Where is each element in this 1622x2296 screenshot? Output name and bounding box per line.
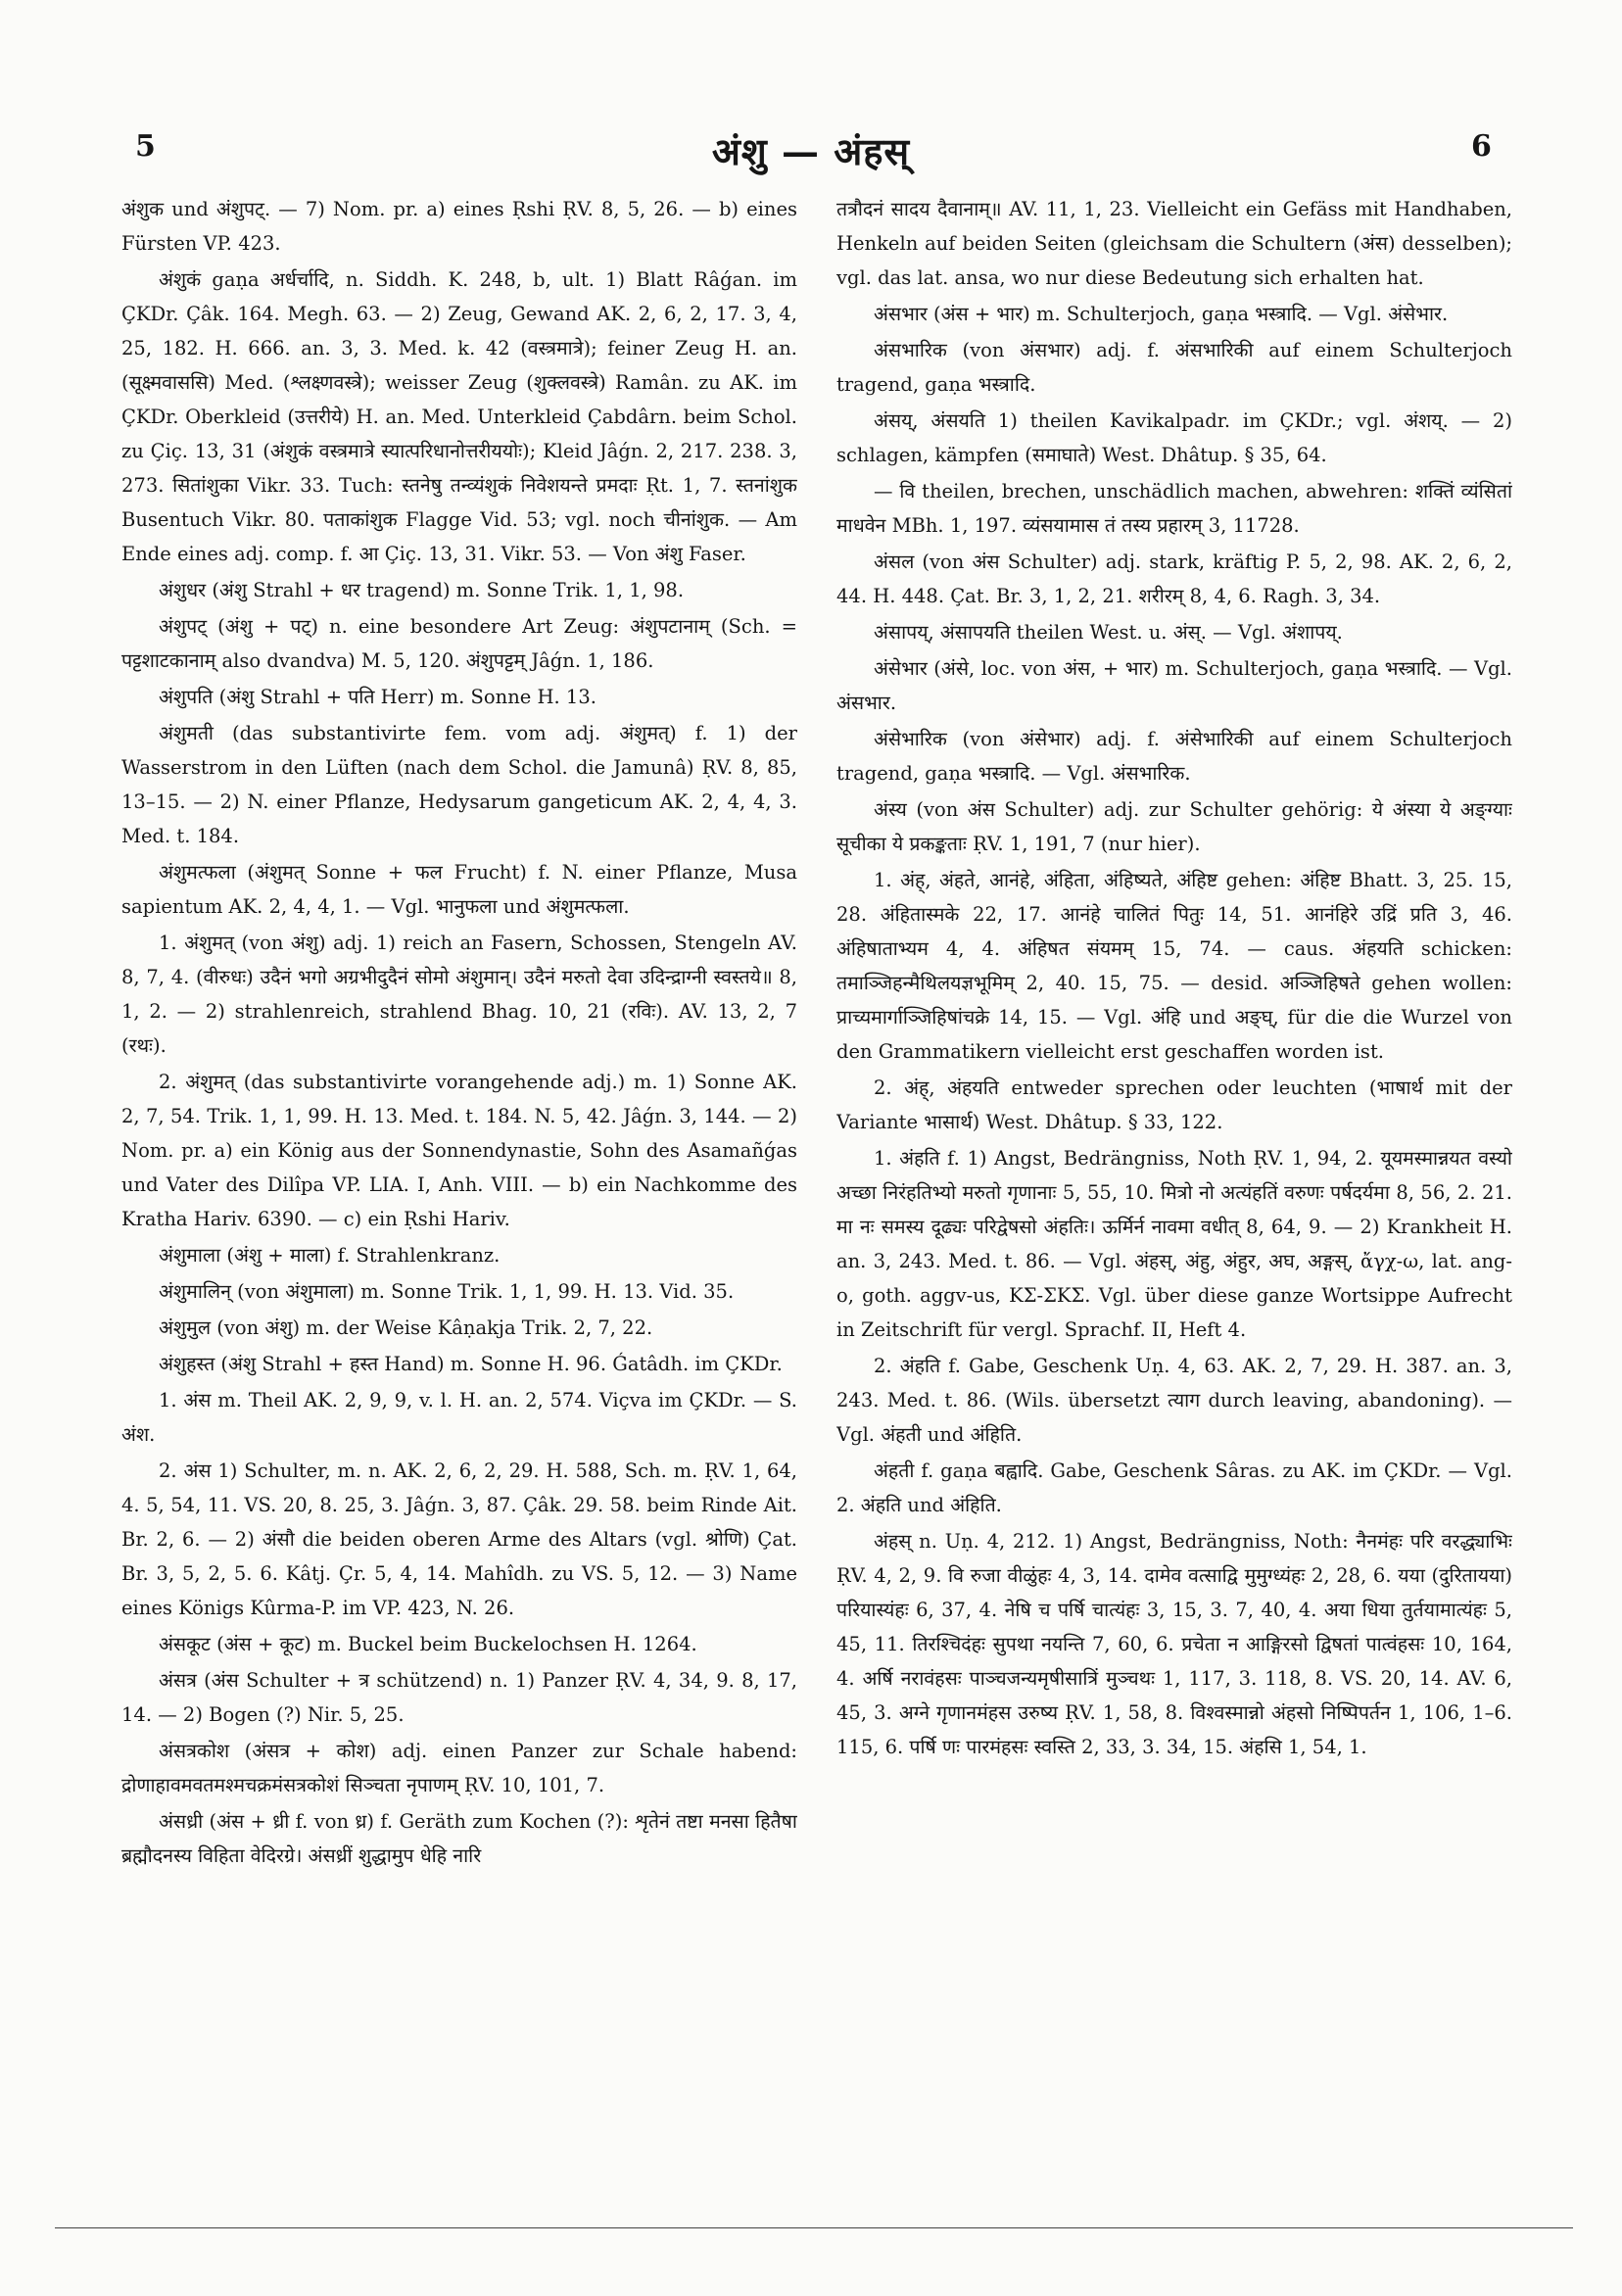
dictionary-entry: अंशुमत्फला (अंशुमत् Sonne + फल Frucht) f. N. einer Pflanze, Musa sapientum AK. 2, 4, 4, 1. — Vgl. भानुफला und अंशुमत्फला. xyxy=(121,861,797,918)
dictionary-entry: अंशुपट् (अंशु + पट्) n. eine besondere Art Zeug: अंशुपटानाम् (Sch. = पट्टशाटकानाम् also dvandva) M. 5, 120. अंशुपट्टम् Jâǵn. 1, 186. xyxy=(121,615,797,672)
left-column xyxy=(121,192,797,1877)
dictionary-entry: अंसकूट (अंस + कूट) m. Buckel beim Buckelochsen H. 1264. xyxy=(159,1633,697,1655)
dictionary-entry: अंसध्री (अंस + ध्री f. von ध्र) f. Geräth zum Kochen (?): शृतेनं तष्टा मनसा हितैषा ब्रह्मौदनस्य विहिता वेदिरग्रे। अंसध्रीं शुद्धामुप धेहि नारि xyxy=(121,1810,797,1867)
dictionary-entry: 2. अंस 1) Schulter, m. n. AK. 2, 6, 2, 29. H. 588, Sch. m. ṚV. 1, 64, 4. 5, 54, 11. VS. 20, 8. 25, 3. Jâǵn. 3, 87. Çâk. 29. 58. beim Rinde Ait. Br. 2, 6. — 2) अंसौ die beiden oberen Arme des Altars (vgl. श्रोणि) Çat. Br. 3, 5, 2, 5. 6. Kâtj. Çr. 5, 4, 14. Mahîdh. zu VS. 5, 12. — 3) Name eines Königs Kûrma-P. im VP. 423, N. 26. xyxy=(121,1459,797,1619)
dictionary-entry: अंशुमालिन् (von अंशुमाला) m. Sonne Trik. 1, 1, 99. H. 13. Vid. 35. xyxy=(159,1280,735,1303)
dictionary-entry: अंशुमुल (von अंशु) m. der Weise Kâṇakja Trik. 2, 7, 22. xyxy=(159,1316,653,1339)
dictionary-entry: 2. अंहति f. Gabe, Geschenk Uṇ. 4, 63. AK. 2, 7, 29. H. 387. an. 3, 243. Med. t. 86. (Wils. übersetzt त्याग durch leaving, abandoning). — Vgl. अंहती und अंहिति. xyxy=(836,1355,1512,1446)
dictionary-entry: अंशुक und अंशुपट्. — 7) Nom. pr. a) eines Ṛshi ṚV. 8, 5, 26. — b) eines Fürsten VP. 423. xyxy=(121,198,797,255)
dictionary-entry: अंस्य (von अंस Schulter) adj. zur Schulter gehörig: ये अंस्या ये अङ्ग्याः सूचीका ये प्रकङ्कताः ṚV. 1, 191, 7 (nur hier). xyxy=(836,798,1512,855)
dictionary-entry: 1. अंशुमत् (von अंशु) adj. 1) reich an Fasern, Schossen, Stengeln AV. 8, 7, 4. (वीरुधः) उदैनं भगो अग्रभीदुदैनं सोमो अंशुमान्। उदैनं मरुतो देवा उदिन्द्राग्नी स्वस्तये॥ 8, 1, 2. — 2) strahlenreich, strahlend Bhag. 10, 21 (रविः). AV. 13, 2, 7 (रथः). xyxy=(121,932,797,1057)
dictionary-entry: अंसेभारिक (von अंसेभार) adj. f. अंसेभारिकी auf einem Schulterjoch tragend, gaṇa भस्त्रादि. — Vgl. अंसभारिक. xyxy=(836,728,1512,785)
dictionary-entry: अंहती f. gaṇa बह्वादि. Gabe, Geschenk Sâras. zu AK. im ÇKDr. — Vgl. 2. अंहति und अंहिति. xyxy=(836,1459,1512,1516)
dictionary-entry: अंसभारिक (von अंसभार) adj. f. अंसभारिकी auf einem Schulterjoch tragend, gaṇa भस्त्रादि. xyxy=(836,339,1512,396)
dictionary-entry: अंशुपति (अंशु Strahl + पति Herr) m. Sonne H. 13. xyxy=(159,686,596,708)
footer-rule xyxy=(55,2227,1573,2228)
page-number-right: 6 xyxy=(1471,129,1492,164)
dictionary-entry: 1. अंह्, अंहते, आनंहे, अंहिता, अंहिष्यते, अंहिष्ट gehen: अंहिष्ट Bhatt. 3, 25. 15, 28. अंहितास्मके 22, 17. आनंहे चालितं पितुः 14, 51. आनंहिरे उद्रिं प्रति 3, 46. अंहिषाताभ्यम 4, 4. अंहिषत संयमम् 15, 74. — caus. अंहयति schicken: तमाञ्जिहन्मैथिलयज्ञभूमिम् 2, 40. 15, 75. — desid. अञ्जिहिषते gehen wollen: प्राच्यमार्गाञ्जिहिषांचक्रे 14, 15. — Vgl. अंहि und अङ्घ्, für die die Wurzel von den Grammatikern vielleicht erst geschaffen worden ist. xyxy=(836,869,1512,1063)
dictionary-entry: अंसत्र (अंस Schulter + त्र schützend) n. 1) Panzer ṚV. 4, 34, 9. 8, 17, 14. — 2) Bogen (?) Nir. 5, 25. xyxy=(121,1669,797,1726)
dictionary-entry: अंसभार (अंस + भार) m. Schulterjoch, gaṇa भस्त्रादि. — Vgl. अंसेभार. xyxy=(874,303,1449,325)
dictionary-entry: अंशुधर (अंशु Strahl + धर tragend) m. Sonne Trik. 1, 1, 98. xyxy=(159,579,685,601)
dictionary-entry: अंसय्, अंसयति 1) theilen Kavikalpadr. im ÇKDr.; vgl. अंशय्. — 2) schlagen, kämpfen (समाघाते) West. Dhâtup. § 35, 64. xyxy=(836,409,1512,466)
page-number-left: 5 xyxy=(135,129,156,164)
dictionary-entry: अंसापय्, अंसापयति theilen West. u. अंस्. — Vgl. अंशापय्. xyxy=(874,621,1343,644)
dictionary-entry: 2. अंशुमत् (das substantivirte vorangehende adj.) m. 1) Sonne AK. 2, 7, 54. Trik. 1, 1, 99. H. 13. Med. t. 184. N. 5, 42. Jâǵn. 3, 144. — 2) Nom. pr. a) ein König aus der Sonnendynastie, Sohn des Asamañǵas und Vater des Dilîpa VP. LIA. I, Anh. VIII. — b) ein Nachkomme des Kratha Hariv. 6390. — c) ein Ṛshi Hariv. xyxy=(121,1071,797,1230)
dictionary-entry: अंसत्रकोश (अंसत्र + कोश) adj. einen Panzer zur Schale habend: द्रोणाहावमवतमश्मचक्रमंसत्रकोशं सिञ्चता नृपाणम् ṚV. 10, 101, 7. xyxy=(121,1740,797,1796)
dictionary-entry: अंसेभार (अंसे, loc. von अंस, + भार) m. Schulterjoch, gaṇa भस्त्रादि. — Vgl. अंसभार. xyxy=(836,657,1512,714)
dictionary-entry: — वि theilen, brechen, unschädlich machen, abwehren: शक्तिं व्यंसितां माधवेन MBh. 1, 197. व्यंसयामास तं तस्य प्रहारम् 3, 11728. xyxy=(836,480,1512,537)
dictionary-entry: अंशुकं gaṇa अर्धर्चादि, n. Siddh. K. 248, b, ult. 1) Blatt Râǵan. im ÇKDr. Çâk. 164. Megh. 63. — 2) Zeug, Gewand AK. 2, 6, 2, 17. 3, 4, 25, 182. H. 666. an. 3, 3. Med. k. 42 (वस्त्रमात्रे); feiner Zeug H. an. (सूक्ष्मवाससि) Med. (श्लक्ष्णवस्त्रे); weisser Zeug (शुक्लवस्त्रे) Ramân. zu AK. im ÇKDr. Oberkleid (उत्तरीये) H. an. Med. Unterkleid Çabdârn. beim Schol. zu Çiç. 13, 31 (अंशुकं वस्त्रमात्रे स्यात्परिधानोत्तरीययोः); Kleid Jâǵn. 2, 217. 238. 3, 273. सितांशुका Vikr. 33. Tuch: स्तनेषु तन्व्यंशुकं निवेशयन्ते प्रमदाः Ṛt. 1, 7. स्तनांशुक Busentuch Vikr. 80. पताकांशुक Flagge Vid. 53; vgl. noch चीनांशुक. — Am Ende eines adj. comp. f. आ Çiç. 13, 31. Vikr. 53. — Von अंशु Faser. xyxy=(121,268,797,565)
dictionary-entry: अंशुहस्त (अंशु Strahl + हस्त Hand) m. Sonne H. 96. Ǵatâdh. im ÇKDr. xyxy=(159,1353,783,1375)
dictionary-entry: तत्रौदनं सादय दैवानाम्॥ AV. 11, 1, 23. Vielleicht ein Gefäss mit Handhaben, Henkeln auf beiden Seiten (gleichsam die Schultern (अंस) desselben); vgl. das lat. ansa, wo nur diese Bedeutung sich erhalten hat. xyxy=(836,198,1512,289)
dictionary-entry: अंशुमती (das substantivirte fem. vom adj. अंशुमत्) f. 1) der Wasserstrom in den Lüften (nach dem Schol. die Jamunâ) ṚV. 8, 85, 13–15. — 2) N. einer Pflanze, Hedysarum gangeticum AK. 2, 4, 4, 3. Med. t. 184. xyxy=(121,722,797,847)
dictionary-entry: 2. अंह्, अंहयति entweder sprechen oder leuchten (भाषार्थ mit der Variante भासार्थ) West. Dhâtup. § 33, 122. xyxy=(836,1076,1512,1133)
dictionary-entry: 1. अंहति f. 1) Angst, Bedrängniss, Noth ṚV. 1, 94, 2. यूयमस्मान्नयत वस्यो अच्छा निरंहतिभ्यो मरुतो गृणानाः 5, 55, 10. मित्रो नो अत्यंहतिं वरुणः पर्षदर्यमा 8, 56, 2. 21. मा नः समस्य दूढ्यः परिद्वेषसो अंहतिः। ऊर्मिर्न नावमा वधीत् 8, 64, 9. — 2) Krankheit H. an. 3, 243. Med. t. 86. — Vgl. अंहस्, अंहु, अंहुर, अघ, अङ्गस्, ἄγχ-ω, lat. ang-o, goth. aggv-us, ΚΣ-ΣΚΣ. Vgl. über diese ganze Wortsippe Aufrecht in Zeitschrift für vergl. Sprachf. II, Heft 4. xyxy=(836,1147,1512,1341)
running-head: अंशु — अंहस् xyxy=(711,129,911,173)
right-column xyxy=(836,192,1512,1877)
dictionary-entry: अंशुमाला (अंशु + माला) f. Strahlenkranz. xyxy=(159,1244,501,1267)
dictionary-entry: 1. अंस m. Theil AK. 2, 9, 9, v. l. H. an. 2, 574. Viçva im ÇKDr. — S. अंश. xyxy=(121,1389,797,1446)
dictionary-entry: अंसल (von अंस Schulter) adj. stark, kräftig P. 5, 2, 98. AK. 2, 6, 2, 44. H. 448. Çat. Br. 3, 1, 2, 21. शरीरम् 8, 4, 6. Ragh. 3, 34. xyxy=(836,550,1512,607)
dictionary-entry: अंहस् n. Uṇ. 4, 212. 1) Angst, Bedrängniss, Noth: नैनमंहः परि वरद्ध्याभिः ṚV. 4, 2, 9. वि रुजा वीळुंहः 4, 3, 14. दामेव वत्साद्वि मुमुग्ध्यंहः 2, 28, 6. यया (दुरितायया) परियास्यंहः 6, 37, 4. नेषि च पर्षि चात्यंहः 3, 15, 3. 7, 40, 4. अया धिया तुर्तयामात्यंहः 5, 45, 11. तिरश्चिदंहः सुपथा नयन्ति 7, 60, 6. प्रचेता न आङ्गिरसो द्विषतां पात्वंहसः 10, 164, 4. अर्षि नरावंहसः पाञ्चजन्यमृषीसात्रिं मुञ्चथः 1, 117, 3. 118, 8. VS. 20, 14. AV. 6, 45, 3. अग्ने गृणानमंहस उरुष्य ṚV. 1, 58, 8. विश्वस्मान्नो अंहसो निष्पिपर्तन 1, 106, 1–6. 115, 6. पर्षि णः पारमंहसः स्वस्ति 2, 33, 3. 34, 15. अंहसि 1, 54, 1. xyxy=(836,1530,1512,1758)
